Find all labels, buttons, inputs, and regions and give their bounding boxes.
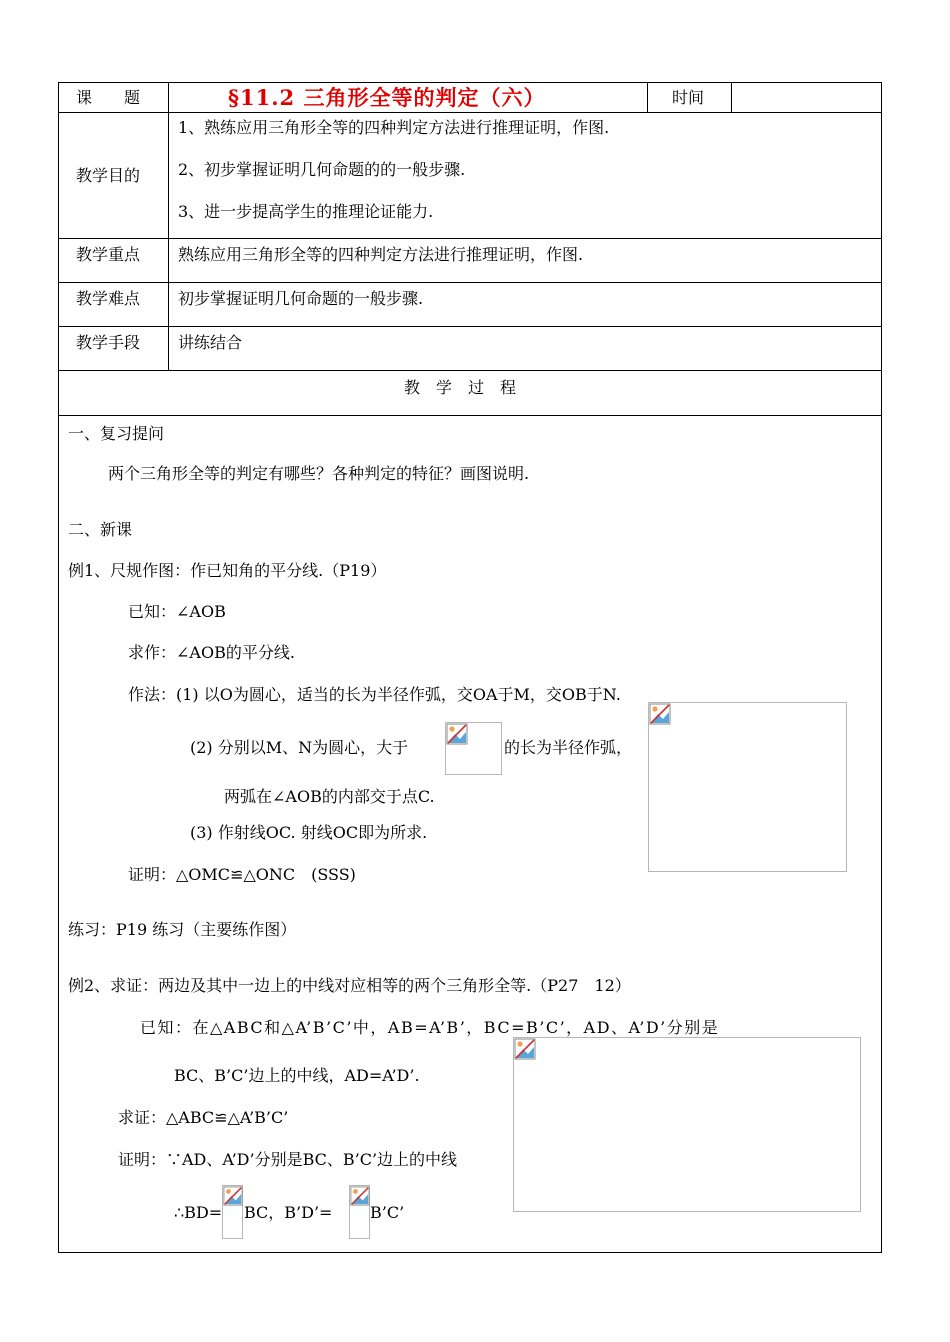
row-divider: [58, 112, 882, 113]
column-divider: [647, 82, 648, 112]
example-2-given: 已知：在△ABC和△A’B’C’中，AB=A’B’，BC=B’C’，AD、A’D’分别是: [140, 1018, 720, 1037]
key-point-text: 熟练应用三角形全等的四种判定方法进行推理证明，作图.: [178, 245, 584, 264]
review-question: 两个三角形全等的判定有哪些？各种判定的特征？画图说明.: [108, 464, 530, 483]
figure-placeholder-triangles: [513, 1037, 861, 1212]
example-2-proof-line-2b: BC，B’D’=: [244, 1203, 333, 1222]
example-2-proof-line-2a: ∴BD=: [174, 1203, 223, 1222]
difficulty-label: 教学难点: [76, 289, 141, 308]
column-divider: [168, 82, 169, 370]
example-1-step-3: (3) 作射线OC. 射线OC即为所求.: [190, 823, 428, 842]
review-heading: 一、复习提问: [68, 424, 165, 443]
row-divider: [58, 326, 882, 327]
inline-fraction-placeholder: [222, 1185, 243, 1239]
page-title: §11.2 三角形全等的判定（六）: [228, 85, 546, 110]
inline-formula-placeholder: [445, 722, 502, 775]
objectives-label: 教学目的: [76, 166, 141, 185]
row-divider: [58, 415, 882, 416]
objective-item: 2、初步掌握证明几何命题的的一般步骤.: [178, 160, 466, 179]
example-1-step-2-line-2: 两弧在∠AOB的内部交于点C.: [224, 787, 435, 806]
key-point-label: 教学重点: [76, 245, 141, 264]
topic-label: 课 题: [76, 88, 141, 107]
difficulty-text: 初步掌握证明几何命题的一般步骤.: [178, 289, 424, 308]
broken-image-icon: [223, 1186, 243, 1206]
example-1-title: 例1、尺规作图：作已知角的平分线.（P19）: [68, 561, 387, 580]
example-1-given: 已知：∠AOB: [128, 602, 226, 621]
process-heading: 教 学 过 程: [404, 378, 517, 397]
example-1-step-1: 作法：(1) 以O为圆心，适当的长为半径作弧，交OA于M，交OB于N.: [128, 685, 621, 704]
inline-fraction-placeholder: [349, 1185, 370, 1239]
broken-image-icon: [649, 703, 671, 725]
figure-placeholder-angle: [648, 702, 847, 872]
row-divider: [58, 238, 882, 239]
row-divider: [58, 282, 882, 283]
objective-item: 1、熟练应用三角形全等的四种判定方法进行推理证明，作图.: [178, 118, 610, 137]
practice-line: 练习：P19 练习（主要练作图）: [68, 920, 297, 939]
example-2-proof-line-2c: B’C’: [370, 1203, 405, 1222]
row-divider: [58, 370, 882, 371]
example-1-proof: 证明：△OMC≌△ONC (SSS): [128, 865, 356, 884]
time-label: 时间: [672, 88, 705, 107]
broken-image-icon: [350, 1186, 370, 1206]
objective-item: 3、进一步提高学生的推理论证能力.: [178, 202, 434, 221]
broken-image-icon: [514, 1038, 536, 1060]
example-2-prove: 求证：△ABC≌△A’B’C’: [118, 1108, 289, 1127]
example-2-given-line-2: BC、B’C’边上的中线，AD=A’D’.: [174, 1066, 420, 1085]
example-1-find: 求作：∠AOB的平分线.: [128, 643, 295, 662]
example-1-step-2-cont: 的长为半径作弧，: [504, 738, 633, 757]
example-1-step-2: (2) 分别以M、N为圆心，大于: [190, 738, 409, 757]
example-2-proof-line-1: 证明：∵AD、A’D’分别是BC、B’C’边上的中线: [118, 1150, 458, 1169]
example-2-title: 例2、求证：两边及其中一边上的中线对应相等的两个三角形全等.（P27 12）: [68, 976, 631, 995]
method-text: 讲练结合: [178, 333, 243, 352]
method-label: 教学手段: [76, 333, 141, 352]
new-lesson-heading: 二、新课: [68, 520, 133, 539]
column-divider: [731, 82, 732, 112]
broken-image-icon: [446, 723, 468, 745]
